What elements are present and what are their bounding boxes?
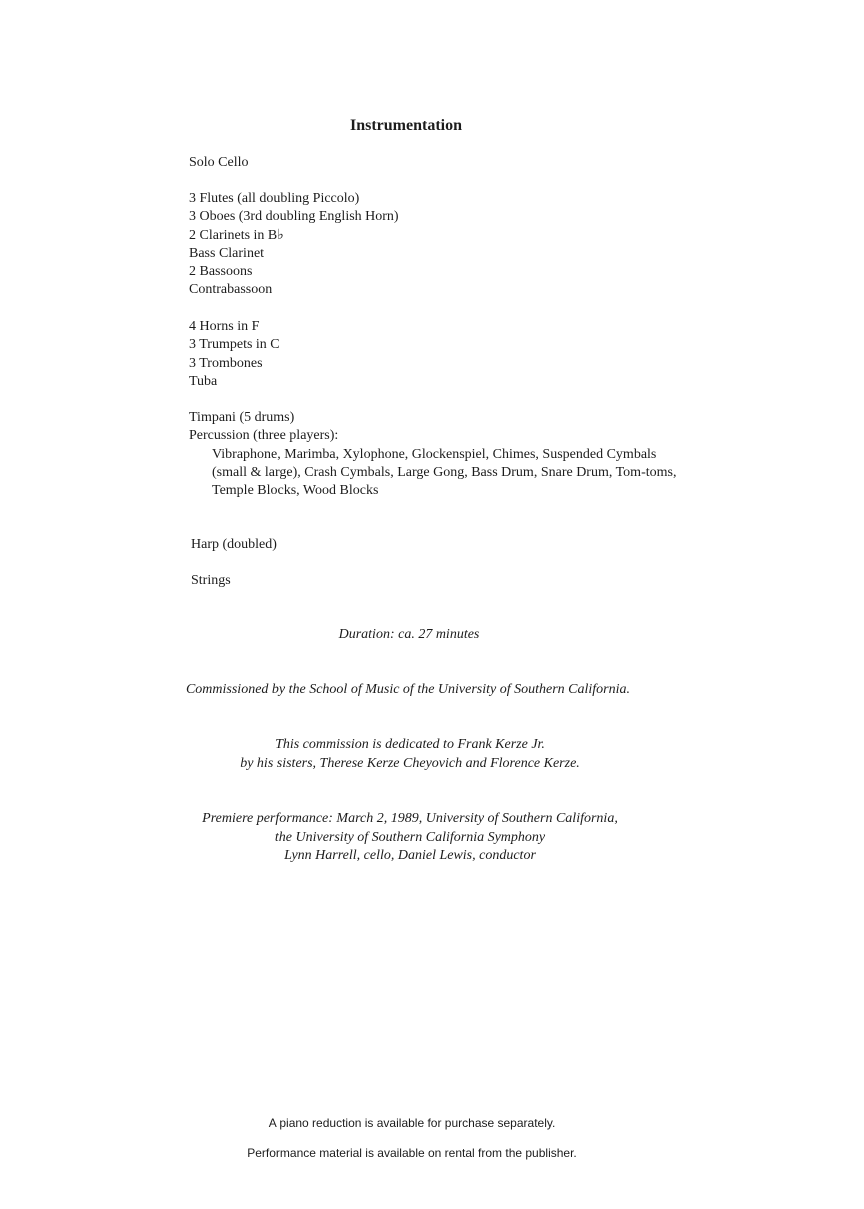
woodwinds-section [189, 190, 399, 300]
instrument-line: Strings [191, 573, 231, 588]
brass-section [189, 318, 280, 391]
instrument-line: 3 Trombones [189, 355, 263, 371]
instrument-line: Tuba [189, 373, 218, 389]
dedication-note: This commission is dedicated to Frank Kerze Jr. by his sisters, Therese Kerze Cheyovich and Florence Kerze. [240, 737, 580, 771]
instrument-line: 3 Oboes (3rd doubling English Horn) [189, 209, 399, 225]
instrument-line: 2 Bassoons [189, 264, 253, 280]
instrument-line: Solo Cello [189, 155, 249, 170]
commission-note: Commissioned by the School of Music of the University of Southern California. [185, 682, 631, 697]
instrument-line: Bass Clarinet [189, 245, 265, 261]
premiere-note: Premiere performance: March 2, 1989, University of Southern California, the University of Southern California Symphony Lynn Harrell, cello, Daniel Lewis, conductor [202, 811, 618, 863]
page-title: Instrumentation [349, 117, 462, 134]
instrument-line: Contrabassoon [189, 282, 273, 298]
instrument-line: 4 Horns in F [189, 319, 260, 334]
percussion-section [189, 409, 676, 500]
instrument-line: 3 Flutes (all doubling Piccolo) [189, 191, 360, 206]
percussion-list-line: Vibraphone, Marimba, Xylophone, Glockenspiel, Chimes, Suspended Cymbals [212, 446, 657, 462]
instrument-line: Harp (doubled) [191, 537, 277, 552]
footer-piano-reduction: A piano reduction is available for purchase separately. [268, 1116, 556, 1130]
instrument-line: Percussion (three players): [189, 428, 339, 444]
harp-section [191, 536, 277, 554]
percussion-list-line: Temple Blocks, Wood Blocks [212, 483, 379, 499]
percussion-list-line: (small & large), Crash Cymbals, Large Gong, Bass Drum, Snare Drum, Tom-toms, [212, 464, 677, 480]
instrument-line: 2 Clarinets in B♭ [189, 227, 284, 243]
strings-section [191, 572, 231, 590]
footer-rental-note: Performance material is available on rental from the publisher. [247, 1146, 577, 1160]
soloist-section [189, 154, 249, 172]
duration-note: Duration: ca. 27 minutes [338, 627, 480, 642]
instrument-line: Timpani (5 drums) [189, 410, 295, 425]
instrument-line: 3 Trumpets in C [189, 337, 280, 353]
